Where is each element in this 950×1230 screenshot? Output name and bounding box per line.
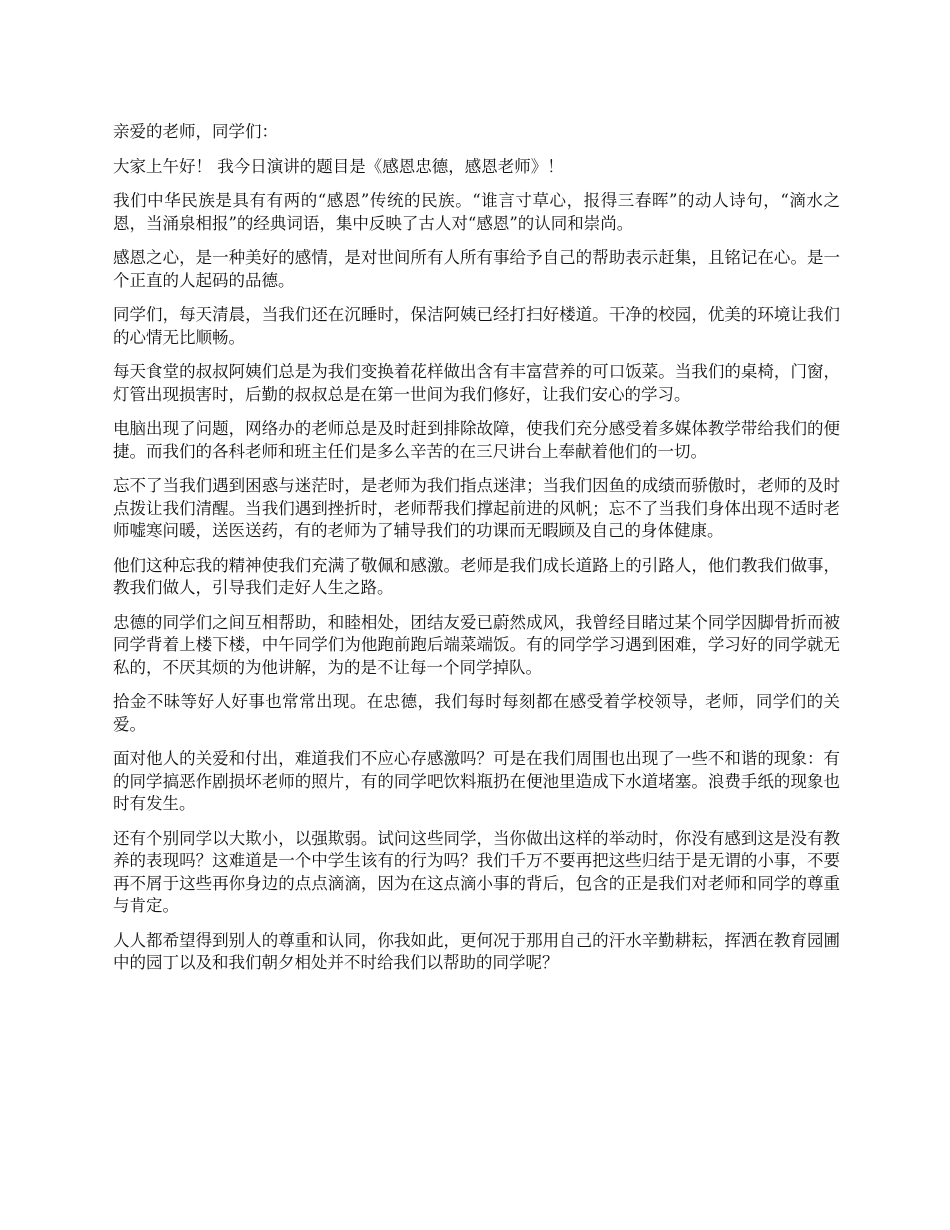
paragraph: 他们这种忘我的精神使我们充满了敬佩和感激。老师是我们成长道路上的引路人，他们教我们做事，教我们做人，引导我们走好人生之路。	[113, 555, 840, 597]
paragraph: 拾金不昧等好人好事也常常出现。在忠德，我们每时每刻都在感受着学校领导，老师，同学们的关爱。	[113, 692, 840, 734]
paragraph: 面对他人的关爱和付出，难道我们不应心存感激吗？可是在我们周围也出现了一些不和谐的现象：有的同学搞恶作剧损坏老师的照片，有的同学吧饮料瓶扔在便池里造成下水道堵塞。浪费手纸的现象也时有发生。	[113, 749, 840, 813]
paragraph: 每天食堂的叔叔阿姨们总是为我们变换着花样做出含有丰富营养的可口饭菜。当我们的桌椅，门窗，灯管出现损害时，后勤的叔叔总是在第一世间为我们修好，让我们安心的学习。	[113, 362, 840, 404]
paragraph: 电脑出现了问题，网络办的老师总是及时赶到排除故障，使我们充分感受着多媒体教学带给我们的便捷。而我们的各科老师和班主任们是多么辛苦的在三尺讲台上奉献着他们的一切。	[113, 419, 840, 461]
opening-line: 大家上午好！ 我今日演讲的题目是《感恩忠德，感恩老师》！	[113, 156, 564, 176]
paragraph: 我们中华民族是具有有两的“感恩”传统的民族。“谁言寸草心，报得三春晖”的动人诗句，“滴水之恩，当涌泉相报”的经典词语，集中反映了古人对“感恩”的认同和崇尚。	[113, 191, 840, 233]
paragraph: 同学们，每天清晨，当我们还在沉睡时，保洁阿姨已经打扫好楼道。干净的校园，优美的环境让我们的心情无比顺畅。	[113, 305, 840, 347]
paragraph: 忠德的同学们之间互相帮助，和睦相处，团结友爱已蔚然成风，我曾经目睹过某个同学因脚骨折而被同学背着上楼下楼，中午同学们为他跑前跑后端菜端饭。有的同学学习遇到困难，学习好的同学就无私的，不厌其烦的为他讲解，为的是不让每一个同学掉队。	[113, 612, 840, 677]
salutation: 亲爱的老师，同学们：	[113, 122, 278, 141]
document-page	[113, 121, 840, 987]
paragraph: 忘不了当我们遇到困惑与迷茫时，是老师为我们指点迷津；当我们因鱼的成绩而骄傲时，老师的及时点拨让我们清醒。当我们遇到挫折时，老师帮我们撑起前进的风帆；忘不了当我们身体出现不适时老师嘘寒问暖，送医送药，有的老师为了辅导我们的功课而无暇顾及自己的身体健康。	[113, 476, 840, 540]
paragraph: 感恩之心，是一种美好的感情，是对世间所有人所有事给予自己的帮助表示赶集，且铭记在心。是一个正直的人起码的品德。	[113, 248, 840, 290]
closing-paragraph: 人人都希望得到别人的尊重和认同，你我如此，更何况于那用自己的汗水辛勤耕耘，挥洒在教育园圃中的园丁以及和我们朝夕相处并不时给我们以帮助的同学呢？	[113, 930, 840, 972]
paragraph: 还有个别同学以大欺小，以强欺弱。试问这些同学，当你做出这样的举动时，你没有感到这是没有教养的表现吗？这难道是一个中学生该有的行为吗？我们千万不要再把这些归结于是无谓的小事，不要再不屑于这些再你身边的点点滴滴，因为在这点滴小事的背后，包含的正是我们对老师和同学的尊重与肯定。	[113, 828, 840, 915]
